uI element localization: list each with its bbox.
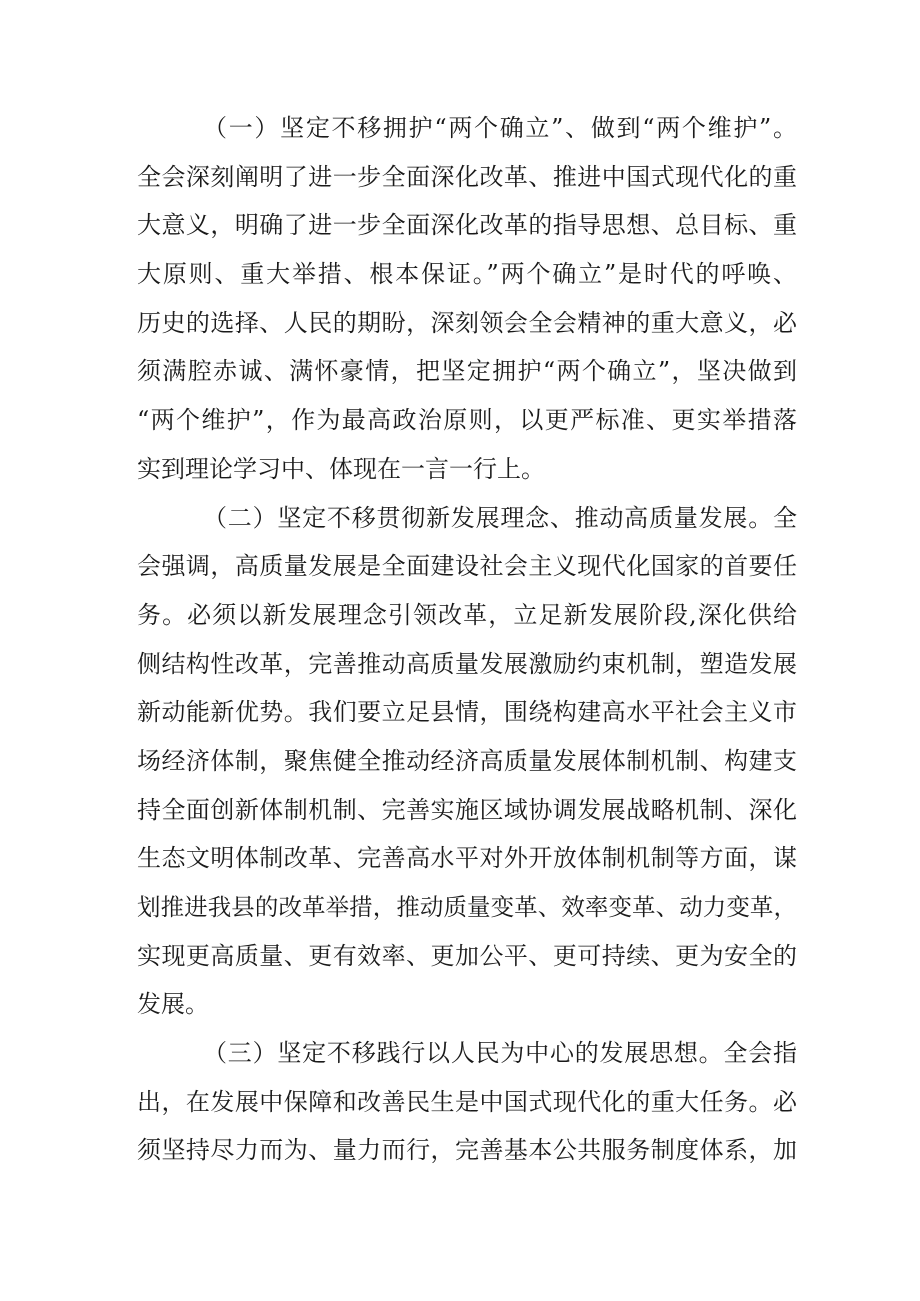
paragraph-2 [137,494,797,1030]
paragraph-line: 须满腔赤诚、满怀豪情，把坚定拥护“两个确立”，坚决做到 [137,357,797,386]
paragraph-line: （一）坚定不移拥护“两个确立”、做到“两个维护”。 [203,114,797,142]
paragraph-line: 大原则、重大举措、根本保证。”两个确立”是时代的呼唤、 [137,260,797,289]
paragraph-line: 持全面创新体制机制、完善实施区域协调发展战略机制、深化 [137,795,797,824]
paragraph-line: 务。必须以新发展理念引领改革，立足新发展阶段,深化供给 [137,600,797,629]
paragraph-line: 全会深刻阐明了进一步全面深化改革、推进中国式现代化的重 [137,162,797,191]
paragraph-line: 发展。 [137,990,209,1019]
paragraph-line: 场经济体制，聚焦健全推动经济高质量发展体制机制、构建支 [137,746,797,775]
paragraph-line: 划推进我县的改革举措，推动质量变革、效率变革、动力变革， [137,893,797,921]
paragraph-line: 侧结构性改革，完善推动高质量发展激励约束机制，塑造发展 [137,649,797,678]
paragraph-line: 出，在发展中保障和改善民生是中国式现代化的重大任务。必 [137,1087,797,1116]
paragraph-line: “两个维护”，作为最高政治原则，以更严标准、更实举措落 [137,406,797,435]
paragraph-line: 实到理论学习中、体现在一言一行上。 [137,454,545,483]
paragraph-line: （三）坚定不移践行以人民为中心的发展思想。全会指 [203,1039,797,1068]
paragraph-line: （二）坚定不移贯彻新发展理念、推动高质量发展。全 [203,503,797,532]
paragraph-1 [137,104,797,494]
document-body [137,104,797,1175]
paragraph-3 [137,1029,797,1175]
paragraph-line: 会强调，高质量发展是全面建设社会主义现代化国家的首要任 [137,552,797,581]
paragraph-line: 新动能新优势。我们要立足县情，围绕构建高水平社会主义市 [137,698,797,727]
paragraph-line: 生态文明体制改革、完善高水平对外开放体制机制等方面，谋 [137,844,797,873]
paragraph-line: 须坚持尽力而为、量力而行，完善基本公共服务制度体系，加 [137,1136,797,1165]
paragraph-line: 历史的选择、人民的期盼，深刻领会全会精神的重大意义，必 [137,308,797,337]
paragraph-line: 实现更高质量、更有效率、更加公平、更可持续、更为安全的 [137,941,797,970]
paragraph-line: 大意义，明确了进一步全面深化改革的指导思想、总目标、重 [137,211,797,240]
